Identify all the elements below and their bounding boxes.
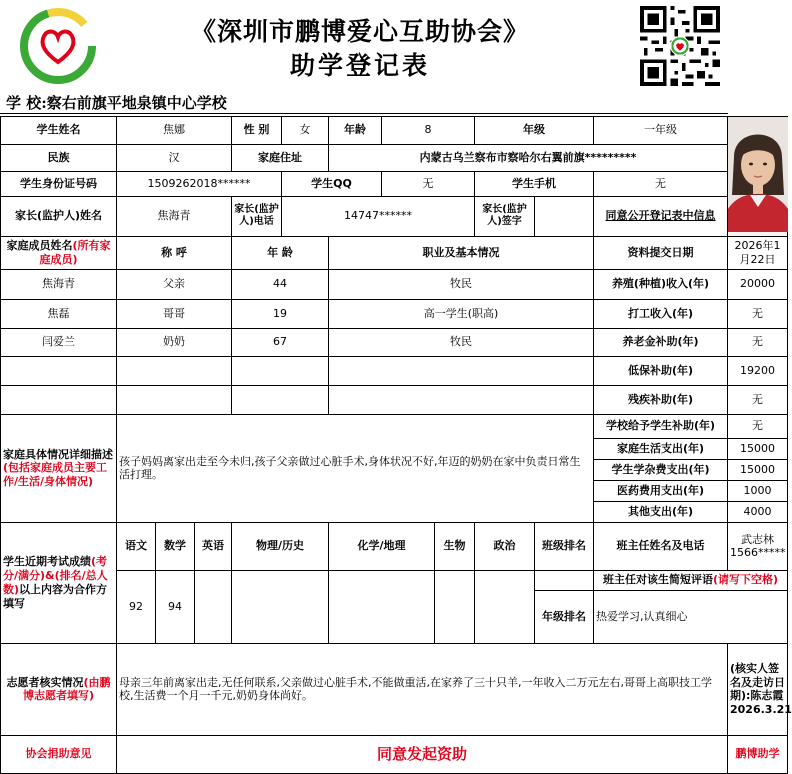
- subject-header: 生物: [435, 522, 475, 570]
- opinion-value: 同意发起资助: [117, 735, 728, 773]
- finance-value: 1000: [728, 480, 788, 501]
- opinion-label: 协会捐助意见: [1, 735, 117, 773]
- ethnicity-value: 汉: [117, 144, 232, 172]
- volunteer-text: 母亲三年前离家出走,无任何联系,父亲做过心脏手术,不能做重活,在家养了三十只羊,一年收入二万元左右,哥哥上高职技工学校,生活费一个月一千元,奶奶身体尚好。: [117, 643, 728, 735]
- family-age-header: 年 龄: [232, 236, 329, 269]
- member-name: 焦磊: [1, 299, 117, 328]
- subject-header: 物理/历史: [232, 522, 329, 570]
- student-qq-label: 学生QQ: [282, 172, 382, 197]
- grade-label: 年级: [475, 117, 594, 145]
- score-value: [232, 570, 329, 643]
- member-name[interactable]: [1, 385, 117, 414]
- family-member-row: [1, 328, 788, 356]
- guardian-name-value: 焦海青: [117, 196, 232, 236]
- family-member-row: [1, 299, 788, 328]
- finance-value: 无: [728, 299, 788, 328]
- finance-value: 20000: [728, 269, 788, 299]
- situation-text: 孩子妈妈离家出走至今未归,孩子父亲做过心脏手术,身体状况不好,年迈的奶奶在家中负责日常生活打理。: [117, 414, 594, 522]
- student-phone-value: 无: [594, 172, 728, 197]
- form-header: [0, 0, 728, 90]
- member-relation: 哥哥: [117, 299, 232, 328]
- member-age: 19: [232, 299, 329, 328]
- situation-label: 家庭具体情况详细描述(包括家庭成员主要工作/生活/身体情况): [1, 414, 117, 522]
- scores-label: 学生近期考试成绩(考分/满分)&(排名/总人数)以上内容为合作方填写: [1, 522, 117, 643]
- comment-label: 班主任对该生简短评语(请写下空格): [594, 570, 788, 590]
- finance-value: 4000: [728, 501, 788, 522]
- grade-value: 一年级: [594, 117, 728, 145]
- student-name-label: 学生姓名: [1, 117, 117, 145]
- class-rank-value[interactable]: [535, 570, 594, 590]
- guardian-name-label: 家长(监护人)姓名: [1, 196, 117, 236]
- title-form: 助学登记表: [289, 51, 430, 80]
- member-name: 闫爱兰: [1, 328, 117, 356]
- family-member-row-empty: [1, 356, 788, 385]
- score-value: [329, 570, 435, 643]
- member-job[interactable]: [329, 356, 594, 385]
- student-photo: [728, 117, 788, 237]
- gender-label: 性 别: [232, 117, 282, 145]
- student-id-value: 1509262018******: [117, 172, 282, 197]
- member-age: 44: [232, 269, 329, 299]
- grade-rank-label: 年级排名: [535, 590, 594, 643]
- finance-value: 无: [728, 385, 788, 414]
- finance-label: 家庭生活支出(年): [594, 438, 728, 459]
- member-age[interactable]: [232, 356, 329, 385]
- teacher-value: 武志林 1566*****: [728, 522, 788, 570]
- member-job: 牧民: [329, 269, 594, 299]
- member-job: 高一学生(职高): [329, 299, 594, 328]
- age-value: 8: [382, 117, 475, 145]
- finance-value: 无: [728, 414, 788, 438]
- student-name-value: 焦娜: [117, 117, 232, 145]
- finance-value: 15000: [728, 459, 788, 480]
- finance-label: 学校给予学生补助(年): [594, 414, 728, 438]
- class-rank-label: 班级排名: [535, 522, 594, 570]
- association-logo: [18, 6, 98, 86]
- member-relation: 父亲: [117, 269, 232, 299]
- school-name: 学 校:察右前旗平地泉镇中心学校: [6, 94, 227, 112]
- guardian-sign-value[interactable]: [535, 196, 594, 236]
- member-name: 焦海青: [1, 269, 117, 299]
- student-portrait-icon: [728, 117, 788, 232]
- consent-text: 同意公开登记表中信息: [594, 196, 728, 236]
- student-qq-value: 无: [382, 172, 475, 197]
- age-label: 年龄: [329, 117, 382, 145]
- finance-label: 残疾补助(年): [594, 385, 728, 414]
- family-member-row-empty: [1, 385, 788, 414]
- subject-header: 化学/地理: [329, 522, 435, 570]
- finance-label: 学生学杂费支出(年): [594, 459, 728, 480]
- submit-date-value: 2026年1月22日: [728, 236, 788, 269]
- finance-label: 养老金补助(年): [594, 328, 728, 356]
- family-relation-header: 称 呼: [117, 236, 232, 269]
- ethnicity-label: 民族: [1, 144, 117, 172]
- member-age[interactable]: [232, 385, 329, 414]
- address-value: 内蒙古乌兰察布市察哈尔右翼前旗*********: [329, 144, 728, 172]
- qr-code: [640, 6, 720, 86]
- family-name-header: 家庭成员姓名(所有家庭成员): [1, 236, 117, 269]
- volunteer-verifier: (核实人签名及走访日期):陈志霞 2026.3.21: [728, 643, 788, 735]
- submit-date-label: 资料提交日期: [594, 236, 728, 269]
- finance-label: 低保补助(年): [594, 356, 728, 385]
- finance-value: 19200: [728, 356, 788, 385]
- score-value: 92: [117, 570, 156, 643]
- finance-value: 无: [728, 328, 788, 356]
- family-job-header: 职业及基本情况: [329, 236, 594, 269]
- student-phone-label: 学生手机: [475, 172, 594, 197]
- subject-header: 政治: [475, 522, 535, 570]
- finance-label: 其他支出(年): [594, 501, 728, 522]
- member-age: 67: [232, 328, 329, 356]
- score-value: 94: [156, 570, 195, 643]
- teacher-label: 班主任姓名及电话: [594, 522, 728, 570]
- finance-value: 15000: [728, 438, 788, 459]
- finance-label: 医药费用支出(年): [594, 480, 728, 501]
- member-relation: 奶奶: [117, 328, 232, 356]
- score-value: [195, 570, 232, 643]
- member-relation[interactable]: [117, 356, 232, 385]
- guardian-phone-value: 14747******: [282, 196, 475, 236]
- subject-header: 语文: [117, 522, 156, 570]
- finance-label: 打工收入(年): [594, 299, 728, 328]
- member-name[interactable]: [1, 356, 117, 385]
- guardian-sign-label: 家长(监护人)签字: [475, 196, 535, 236]
- gender-value: 女: [282, 117, 329, 145]
- member-job[interactable]: [329, 385, 594, 414]
- volunteer-label: 志愿者核实情况(由鹏博志愿者填写): [1, 643, 117, 735]
- title-association: 《深圳市鹏博爱心互助协会》: [190, 17, 529, 46]
- teacher-comment: 热爱学习,认真细心: [594, 590, 788, 643]
- finance-label: 养殖(种植)收入(年): [594, 269, 728, 299]
- guardian-phone-label: 家长(监护人)电话: [232, 196, 282, 236]
- subject-header: 数学: [156, 522, 195, 570]
- member-job: 牧民: [329, 328, 594, 356]
- student-id-label: 学生身份证号码: [1, 172, 117, 197]
- subject-header: 英语: [195, 522, 232, 570]
- score-value: [475, 570, 535, 643]
- registration-table: [0, 116, 792, 774]
- member-relation[interactable]: [117, 385, 232, 414]
- address-label: 家庭住址: [232, 144, 329, 172]
- brand-footer: 鹏博助学: [728, 735, 788, 773]
- family-member-row: [1, 269, 788, 299]
- school-divider: [0, 113, 728, 114]
- score-value: [435, 570, 475, 643]
